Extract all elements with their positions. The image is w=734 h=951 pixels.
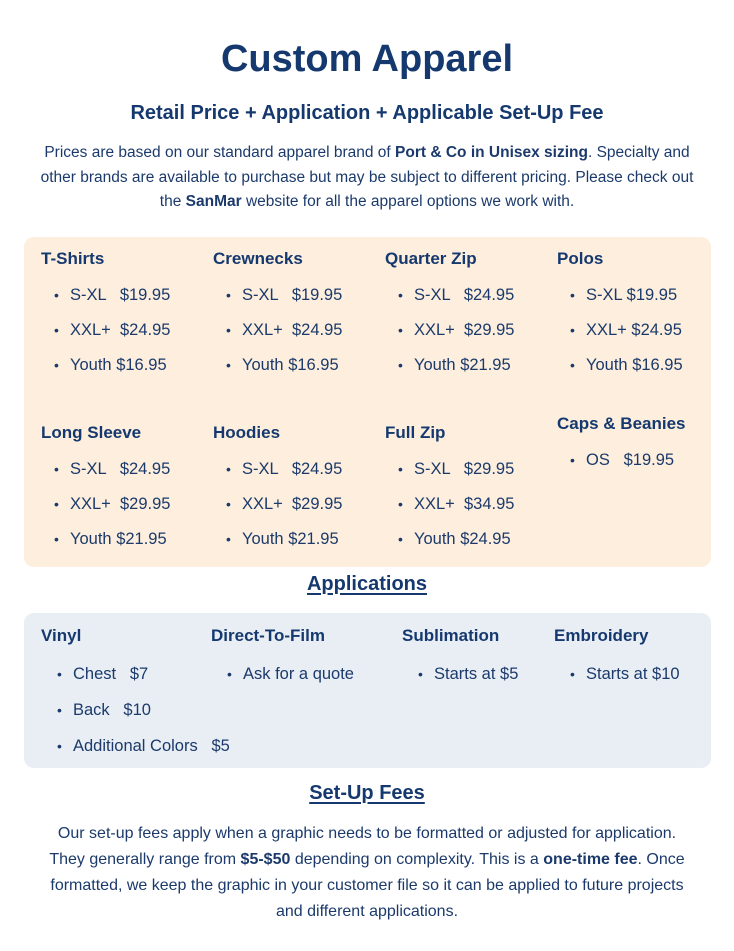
price-item: [41, 318, 211, 353]
bullet-icon: •: [57, 666, 62, 682]
price-item: [385, 353, 555, 388]
bullet-icon: •: [398, 461, 403, 477]
application-text: Chest $7: [73, 665, 149, 683]
price-item: [213, 457, 383, 492]
price-item: [213, 318, 383, 353]
bullet-icon: •: [226, 461, 231, 477]
price-text: XXL+ $29.95: [414, 321, 515, 339]
application-text: Ask for a quote: [243, 665, 354, 683]
bullet-icon: •: [570, 666, 575, 682]
price-text: Youth $21.95: [414, 356, 511, 374]
price-text: S-XL $19.95: [586, 286, 678, 304]
price-item: [41, 353, 211, 388]
bullet-icon: •: [54, 496, 59, 512]
price-item: [385, 527, 555, 562]
category-title: Crewnecks: [213, 249, 303, 268]
intro-text-2: . Specialty and other brands are available to purchase but may be subject to different pricing. Please check out the: [40, 144, 694, 210]
bullet-icon: •: [398, 357, 403, 373]
bullet-icon: •: [570, 357, 575, 373]
bullet-icon: •: [226, 357, 231, 373]
category-title: T-Shirts: [41, 249, 105, 268]
intro-sanmar: SanMar: [185, 193, 242, 210]
price-item: [213, 527, 383, 562]
price-text: Youth $21.95: [242, 530, 339, 548]
setup-text-1: Our set-up fees apply when a graphic needs to be formatted or adjusted for application. They generally range from: [49, 825, 677, 868]
price-item: [41, 527, 211, 562]
setup-range: $5-$50: [240, 851, 291, 868]
bullet-icon: •: [398, 531, 403, 547]
bullet-icon: •: [570, 322, 575, 338]
price-panel: [24, 237, 711, 567]
application-title: Direct-To-Film: [211, 626, 325, 645]
application-embroidery: [554, 626, 680, 698]
intro-paragraph: [40, 141, 694, 215]
setup-fees-paragraph: [40, 821, 694, 925]
bullet-icon: •: [398, 496, 403, 512]
bullet-icon: •: [57, 738, 62, 754]
price-text: S-XL $24.95: [70, 460, 171, 478]
price-text: S-XL $24.95: [242, 460, 343, 478]
price-item: [385, 283, 555, 318]
category-polos: [557, 249, 727, 388]
price-item: [557, 353, 727, 388]
category-quarter-zip: [385, 249, 555, 388]
application-item: [402, 662, 518, 698]
price-item: [213, 353, 383, 388]
page-subtitle: Retail Price + Application + Applicable Set-Up Fee: [130, 102, 604, 124]
price-text: S-XL $19.95: [242, 286, 343, 304]
setup-text-3: . Once formatted, we keep the graphic in your customer file so it can be applied to future projects and different applications.: [50, 851, 685, 920]
price-item: [41, 492, 211, 527]
application-sublimation: [402, 626, 518, 698]
application-item: [41, 662, 230, 698]
bullet-icon: •: [54, 322, 59, 338]
price-text: XXL+ $24.95: [242, 321, 343, 339]
price-item: [41, 457, 211, 492]
application-title: Vinyl: [41, 626, 82, 645]
price-text: XXL+ $24.95: [586, 321, 682, 339]
application-title: Sublimation: [402, 626, 500, 645]
price-text: OS $19.95: [586, 451, 675, 469]
application-title: Embroidery: [554, 626, 649, 645]
applications-heading: [0, 573, 734, 596]
price-item: [213, 283, 383, 318]
application-vinyl: [41, 626, 230, 770]
price-item: [385, 492, 555, 527]
bullet-icon: •: [54, 531, 59, 547]
price-item: [557, 448, 727, 483]
application-text: Starts at $10: [586, 665, 680, 683]
bullet-icon: •: [54, 357, 59, 373]
price-item: [41, 283, 211, 318]
intro-text-1: Prices are based on our standard apparel brand of: [44, 144, 396, 161]
intro-brand: Port & Co in Unisex sizing: [395, 144, 588, 161]
bullet-icon: •: [226, 287, 231, 303]
application-item: [554, 662, 680, 698]
category-title: Long Sleeve: [41, 423, 142, 442]
setup-one-time: one-time fee: [543, 851, 638, 868]
bullet-icon: •: [54, 287, 59, 303]
intro-text-3: website for all the apparel options we work with.: [241, 193, 575, 210]
price-text: Youth $24.95: [414, 530, 511, 548]
price-item: [213, 492, 383, 527]
price-item: [557, 283, 727, 318]
bullet-icon: •: [570, 452, 575, 468]
application-direct-to-film: [211, 626, 354, 698]
application-text: Additional Colors $5: [73, 737, 230, 755]
category-tshirts: [41, 249, 211, 388]
price-text: S-XL $29.95: [414, 460, 515, 478]
category-crewnecks: [213, 249, 383, 388]
bullet-icon: •: [418, 666, 423, 682]
price-item: [557, 318, 727, 353]
price-text: S-XL $19.95: [70, 286, 171, 304]
applications-panel: [24, 613, 711, 768]
setup-fees-heading: [0, 782, 734, 805]
bullet-icon: •: [226, 496, 231, 512]
price-text: XXL+ $34.95: [414, 495, 515, 513]
setup-fees-heading-text: Set-Up Fees: [309, 782, 425, 804]
category-caps-beanies: [557, 414, 727, 483]
bullet-icon: •: [57, 702, 62, 718]
applications-heading-text: Applications: [306, 573, 427, 595]
application-text: Starts at $5: [434, 665, 519, 683]
category-long-sleeve: [41, 423, 211, 562]
price-text: Youth $16.95: [70, 356, 167, 374]
price-text: Youth $21.95: [70, 530, 167, 548]
bullet-icon: •: [54, 461, 59, 477]
page-title: Custom Apparel: [220, 38, 514, 80]
category-full-zip: [385, 423, 555, 562]
category-title: Hoodies: [213, 423, 281, 442]
price-text: Youth $16.95: [242, 356, 339, 374]
category-title: Quarter Zip: [385, 249, 477, 268]
price-text: XXL+ $29.95: [242, 495, 343, 513]
price-text: XXL+ $24.95: [70, 321, 171, 339]
application-item: [41, 698, 230, 734]
price-text: XXL+ $29.95: [70, 495, 171, 513]
setup-text-2: depending on complexity. This is a: [290, 851, 544, 868]
application-item: [211, 662, 354, 698]
category-title: Full Zip: [385, 423, 446, 442]
category-hoodies: [213, 423, 383, 562]
price-text: Youth $16.95: [586, 356, 683, 374]
price-text: S-XL $24.95: [414, 286, 515, 304]
category-title: Caps & Beanies: [557, 414, 686, 433]
price-item: [385, 457, 555, 492]
bullet-icon: •: [398, 287, 403, 303]
application-item: [41, 734, 230, 770]
bullet-icon: •: [227, 666, 232, 682]
application-text: Back $10: [73, 701, 151, 719]
bullet-icon: •: [226, 531, 231, 547]
bullet-icon: •: [398, 322, 403, 338]
bullet-icon: •: [226, 322, 231, 338]
price-item: [385, 318, 555, 353]
category-title: Polos: [557, 249, 604, 268]
bullet-icon: •: [570, 287, 575, 303]
